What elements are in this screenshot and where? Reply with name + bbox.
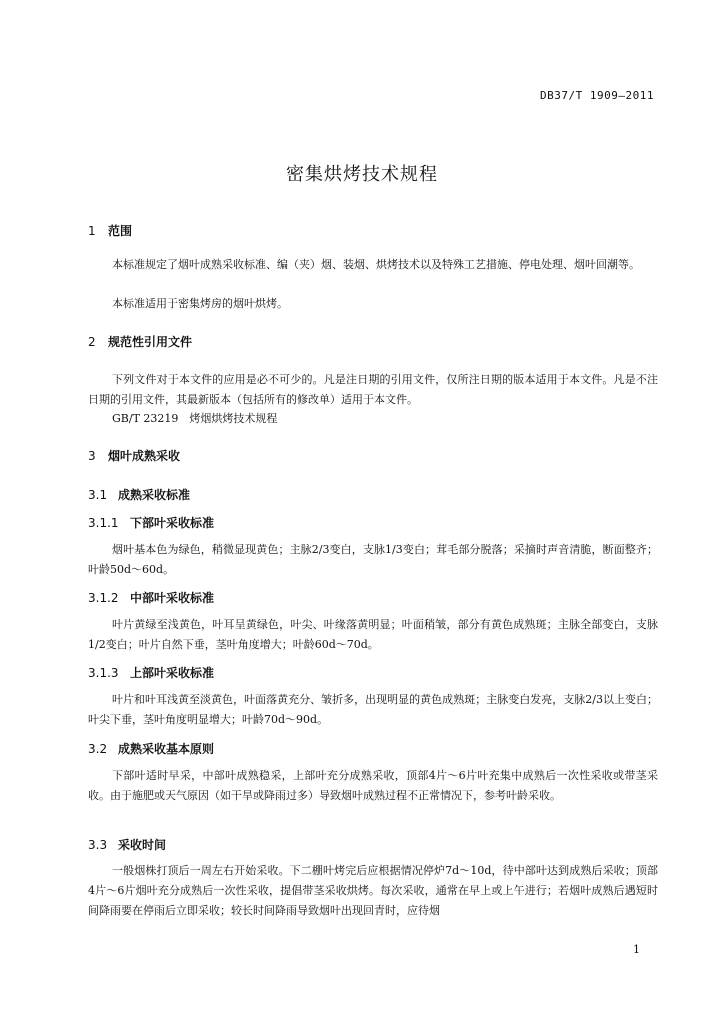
- section-2-paragraph-1: 下列文件对于本文件的应用是必不可少的。凡是注日期的引用文件，仅所注日期的版本适用于本文件。凡是不注日期的引用文件，其最新版本（包括所有的修改单）适用于本文件。: [88, 373, 658, 406]
- subsection-3-3-heading: [88, 836, 166, 853]
- section-number: 2: [88, 335, 96, 349]
- normative-reference: GB/T 23219 烤烟烘烤技术规程: [112, 412, 278, 425]
- section-title: 规范性引用文件: [108, 335, 193, 349]
- section-1-paragraph-1: 本标准规定了烟叶成熟采收标准、编（夹）烟、装烟、烘烤技术以及特殊工艺措施、停电处理、烟叶回潮等。: [112, 258, 640, 271]
- section-3-heading: [88, 447, 180, 464]
- subsection-3-1-heading: [88, 486, 190, 503]
- subsection-number: 3.2: [88, 742, 108, 756]
- subsection-3-1-2-heading: [88, 589, 214, 606]
- section-title: 范围: [108, 224, 133, 238]
- subsection-title: 成熟采收基本原则: [118, 742, 215, 756]
- subsection-3-3-text: 一般烟株打顶后一周左右开始采收。下二棚叶烤完后应根据情况停炉7d～10d，待中部叶达到成熟后采收；顶部4片～6片烟叶充分成熟后一次性采收，提倡带茎采收烘烤。每次采收，通常在早上或上午进行；若烟叶成熟后遇短时间降雨要在停雨后立即采收；较长时间降雨导致烟叶出现回青时，应待烟: [88, 864, 658, 917]
- subsection-title: 中部叶采收标准: [130, 591, 215, 605]
- subsection-number: 3.1: [88, 488, 108, 502]
- section-2-heading: [88, 333, 192, 350]
- section-number: 1: [88, 224, 96, 238]
- section-1-heading: [88, 222, 132, 239]
- subsection-number: 3.3: [88, 838, 108, 852]
- standard-code: DB37/T 1909—2011: [540, 89, 654, 102]
- subsection-3-1-3-text: 叶片和叶耳浅黄至淡黄色，叶面落黄充分、皱折多，出现明显的黄色成熟斑；主脉变白发亮，支脉2/3以上变白；叶尖下垂，茎叶角度明显增大；叶龄70d～90d。: [88, 693, 658, 726]
- subsection-3-1-1-heading: [88, 514, 214, 531]
- section-number: 3: [88, 449, 96, 463]
- subsection-3-1-3-heading: [88, 664, 214, 681]
- subsection-title: 采收时间: [118, 838, 167, 852]
- subsection-3-2-text: 下部叶适时早采，中部叶成熟稳采，上部叶充分成熟采收，顶部4片～6片叶充集中成熟后一次性采收或带茎采收。由于施肥或天气原因（如干旱或降雨过多）导致烟叶成熟过程不正常情况下，参考叶龄采收。: [88, 769, 658, 802]
- subsection-3-2-heading: [88, 740, 214, 757]
- subsection-title: 上部叶采收标准: [130, 666, 215, 680]
- subsection-number: 3.1.3: [88, 666, 119, 680]
- document-title: 密集烘烤技术规程: [286, 164, 438, 185]
- subsection-number: 3.1.2: [88, 591, 119, 605]
- subsection-3-1-1-text: 烟叶基本色为绿色，稍微显现黄色；主脉2/3变白，支脉1/3变白；茸毛部分脱落；采摘时声音清脆，断面整齐；叶龄50d～60d。: [88, 543, 658, 576]
- subsection-title: 成熟采收标准: [118, 488, 191, 502]
- subsection-number: 3.1.1: [88, 516, 119, 530]
- section-1-paragraph-2: 本标准适用于密集烤房的烟叶烘烤。: [112, 297, 288, 310]
- subsection-3-1-2-text: 叶片黄绿至浅黄色，叶耳呈黄绿色，叶尖、叶缘落黄明显；叶面稍皱，部分有黄色成熟斑；主脉全部变白，支脉1/2变白；叶片自然下垂，茎叶角度增大；叶龄60d～70d。: [88, 618, 658, 651]
- page-number: 1: [633, 943, 640, 956]
- section-title: 烟叶成熟采收: [108, 449, 181, 463]
- subsection-title: 下部叶采收标准: [130, 516, 215, 530]
